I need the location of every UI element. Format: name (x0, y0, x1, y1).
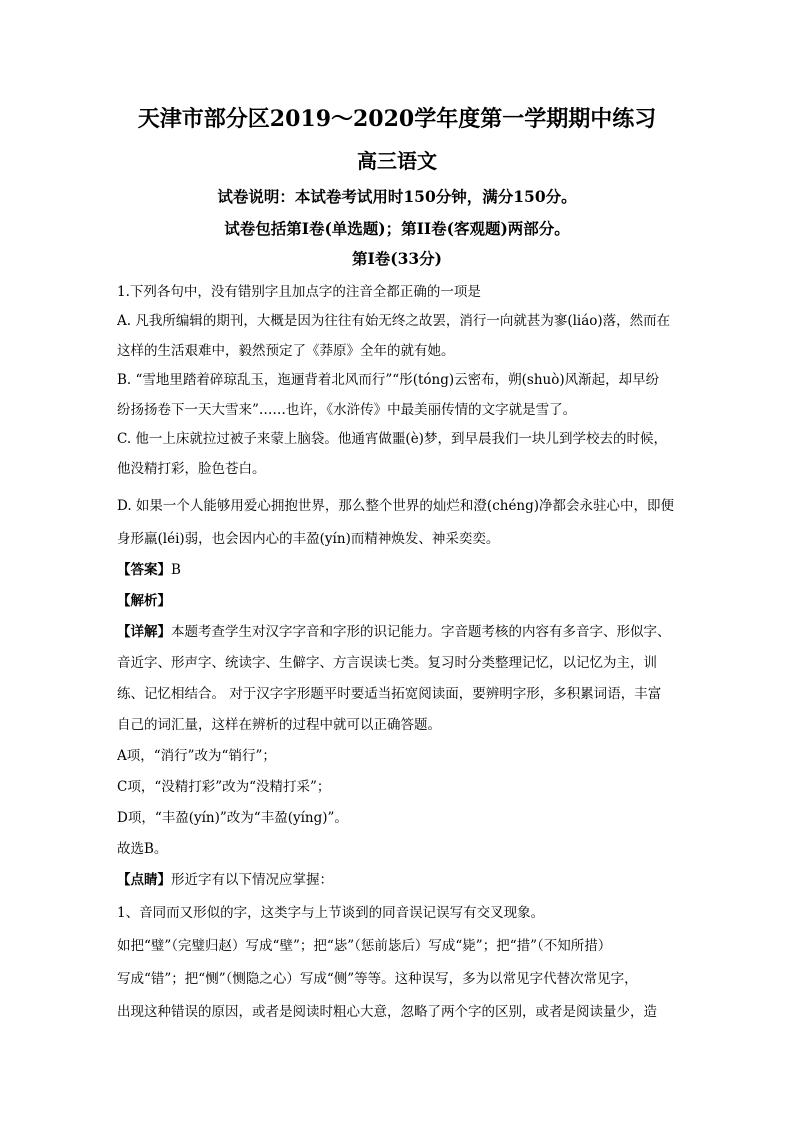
section-heading: 第I卷(33分) (352, 249, 442, 268)
analysis-label-text: 【解析】 (117, 593, 171, 609)
tips-point-3: 写成“错”；把“恻”（恻隐之心）写成“侧”等等。这种误写，多为以常见字代替次常见字， (117, 971, 638, 987)
analysis-detail-line-2: 音近字、形声字、统读字、生僻字、方言误读七类。复习时分类整理记忆，以记忆为主，训 (117, 655, 657, 671)
fix-option-a: A项，“消行”改为“销行”； (117, 748, 276, 764)
option-a-line-2: 这样的生活艰难中，毅然预定了《莽原》全年的就有她。 (117, 343, 455, 359)
option-c-line-1: C. 他一上床就拉过被子来蒙上脑袋。他通宵做噩(è)梦，到早晨我们一块儿到学校去的时候， (117, 431, 667, 447)
question-stem: 1.下列各句中，没有错别字且加点字的注音全都正确的一项是 (117, 284, 481, 300)
answer-value: B (171, 562, 181, 578)
tips-intro: 形近字有以下情况应掌握： (171, 872, 333, 888)
analysis-detail-line-4: 自己的词汇量，这样在辨析的过程中就可以正确答题。 (117, 717, 441, 733)
option-b-line-1: B. “雪地里踏着碎琼乱玉，迤逦背着北风而行”“彤(tóng)云密布，朔(shuò)风渐起，却早纷 (117, 372, 660, 388)
tips-row (117, 870, 687, 890)
option-b-line-2: 纷扬扬卷下一天大雪来”……也许，《水浒传》中最美丽传情的文字就是雪了。 (117, 402, 577, 418)
analysis-conclusion: 故选B。 (117, 841, 168, 857)
fix-option-d: D项，“丰盈(yín)”改为“丰盈(yíng)”。 (117, 810, 348, 826)
analysis-label (117, 591, 687, 611)
answer-row (117, 560, 687, 580)
exam-title: 天津市部分区2019～2020学年度第一学期期中练习 (137, 106, 657, 132)
exam-instructions-parts: 试卷包括第I卷(单选题)；第II卷(客观题)两部分。 (224, 219, 570, 238)
tips-point-1: 1、音同而又形似的字，这类字与上节谈到的同音误记误写有交叉现象。 (117, 905, 545, 921)
detail-label: 【详解】 (117, 624, 171, 640)
option-a-line-1: A. 凡我所编辑的期刊，大概是因为往往有始无终之故罢，消行一向就甚为寥(liáo)落，然而在 (117, 313, 671, 329)
answer-label: 【答案】 (117, 562, 171, 578)
tips-point-4: 出现这种错误的原因，或者是阅读时粗心大意，忽略了两个字的区别，或者是阅读量少，造 (117, 1004, 657, 1020)
option-d-line-2: 身形羸(léi)弱，也会因内心的丰盈(yín)而精神焕发、神采奕奕。 (117, 531, 500, 547)
fix-option-c: C项，“没精打彩”改为“没精打采”； (117, 779, 331, 795)
tips-point-2: 如把“璧”（完璧归赵）写成“壁”；把“毖”（惩前毖后）写成“毙”；把“措”（不知所措） (117, 938, 612, 954)
tips-label: 【点睛】 (117, 872, 171, 888)
option-c-line-2: 他没精打彩，脸色苍白。 (117, 461, 266, 477)
exam-instructions-duration: 试卷说明：本试卷考试用时150分钟，满分150分。 (217, 187, 577, 206)
analysis-detail-line-3: 练、记忆相结合。 对于汉字字形题平时要适当拓宽阅读面，要辨明字形，多积累词语，丰富 (117, 686, 662, 702)
analysis-detail-line-1 (117, 622, 687, 642)
option-d-line-1: D. 如果一个人能够用爱心拥抱世界，那么整个世界的灿烂和澄(chéng)净都会永驻心中，即便 (117, 498, 675, 514)
subject-title: 高三语文 (357, 149, 437, 173)
detail-text-1: 本题考查学生对汉字字音和字形的识记能力。字音题考核的内容有多音字、形似字、 (171, 624, 671, 640)
